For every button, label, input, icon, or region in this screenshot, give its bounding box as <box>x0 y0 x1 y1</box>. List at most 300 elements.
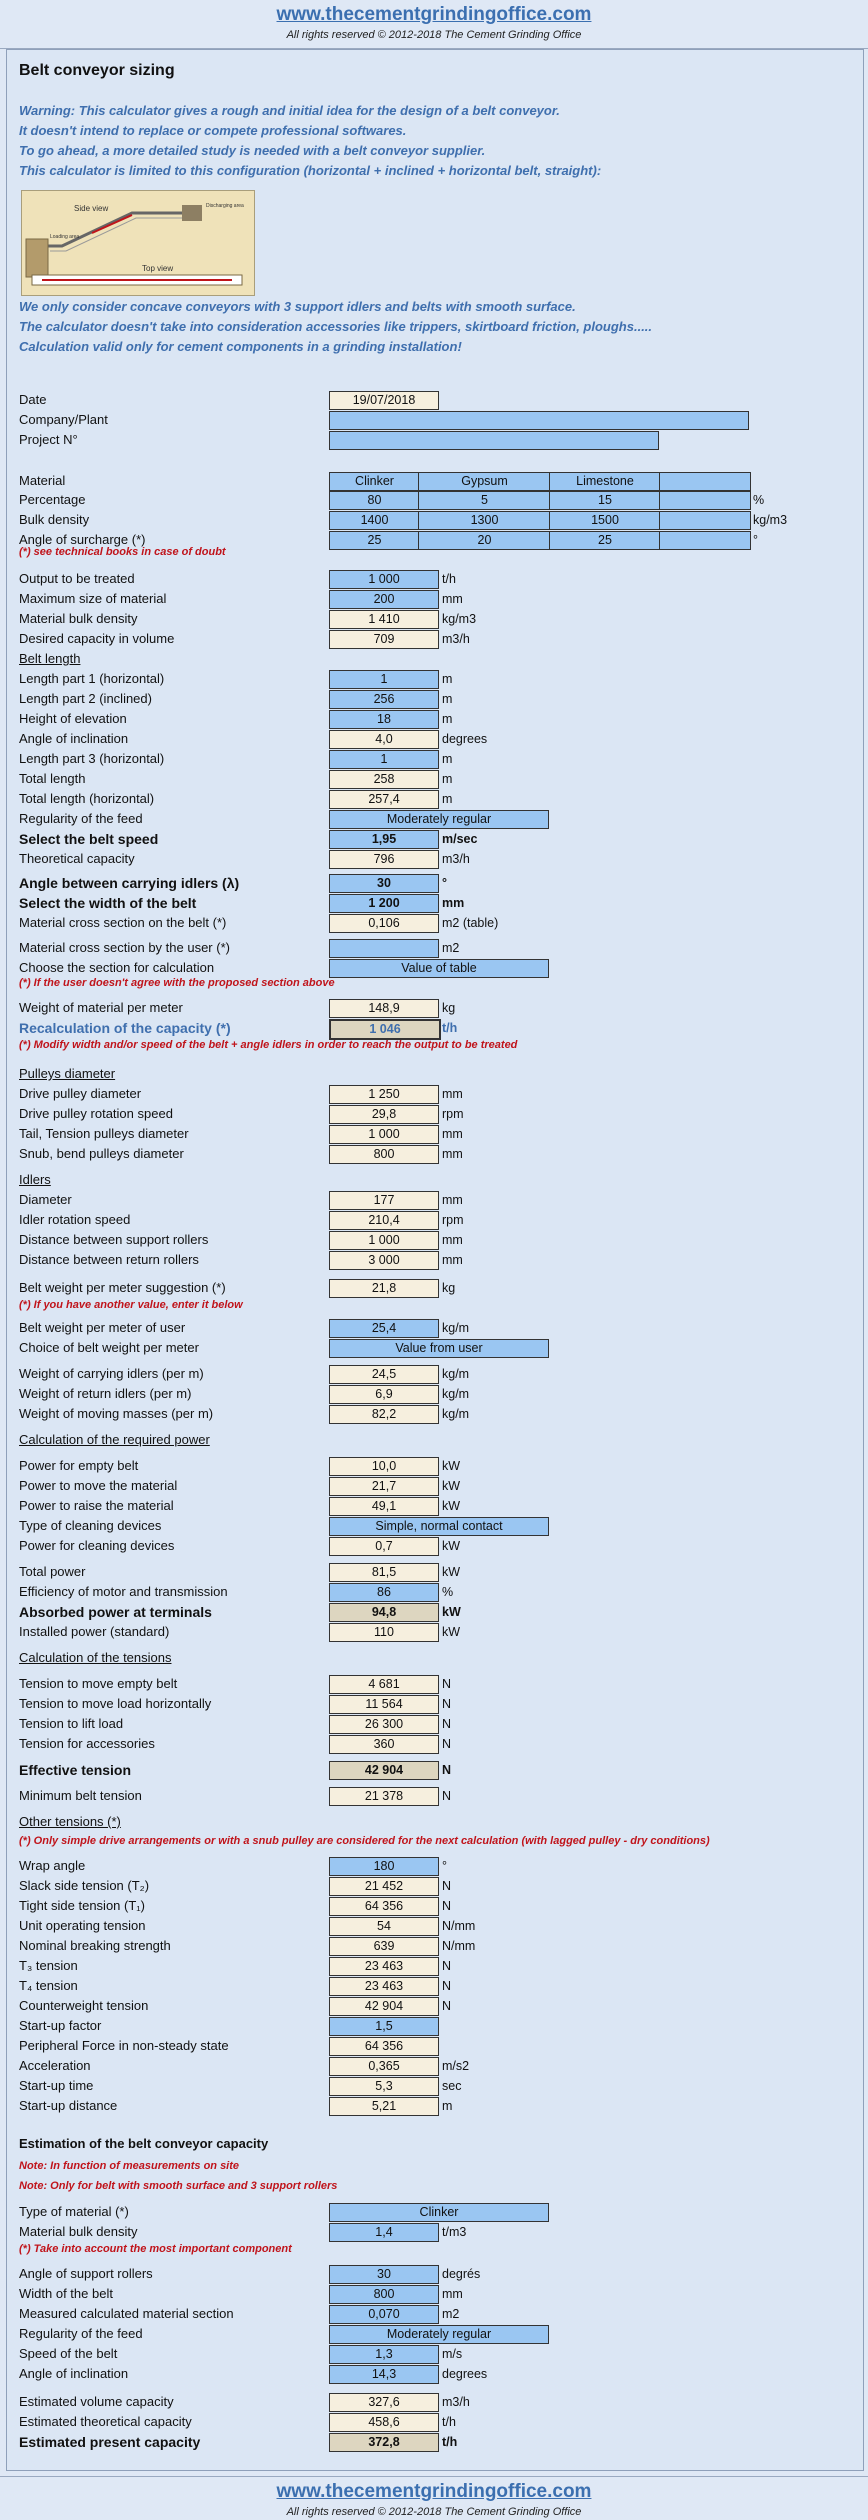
belt-length-5-row <box>19 750 859 768</box>
material-name-2[interactable]: Gypsum <box>418 472 551 491</box>
warning-text <box>19 101 601 181</box>
belt-speed-unit: m/sec <box>442 832 478 846</box>
pulley-2-value: 29,8 <box>329 1105 439 1124</box>
tension-3-value: 26 300 <box>329 1715 439 1734</box>
est-present-capacity-value: 372,8 <box>329 2433 439 2452</box>
material-name-4[interactable] <box>659 472 751 491</box>
installed-power-label: Installed power (standard) <box>19 1624 170 1639</box>
belt-width-unit: mm <box>442 896 465 910</box>
date-value: 19/07/2018 <box>329 391 439 410</box>
surcharge-label: Angle of surcharge (*) <box>19 532 146 547</box>
est-row2-1-value[interactable]: 1,3 <box>329 2345 439 2364</box>
other-1-row <box>19 1857 859 1875</box>
idler-3-unit: mm <box>442 1233 463 1247</box>
efficiency-unit: % <box>442 1585 454 1599</box>
belt-length-2-row <box>19 690 859 708</box>
other-7-value: 23 463 <box>329 1977 439 1996</box>
power-3-label: Power to raise the material <box>19 1498 174 1513</box>
belt-speed-value[interactable]: 1,95 <box>329 830 439 849</box>
assumption-line: The calculator doesn't take into consideration accessories like trippers, skirtboard friction, ploughs..... <box>19 319 653 334</box>
tension-2-label: Tension to move load horizontally <box>19 1696 212 1711</box>
bulk-density-2[interactable]: 1300 <box>418 511 551 530</box>
material-name-3[interactable]: Limestone <box>549 472 661 491</box>
est-result-2-label: Estimated theoretical capacity <box>19 2414 192 2429</box>
footer-rights-text: All rights reserved © 2012-2018 The Cement Grinding Office <box>286 2506 582 2518</box>
output-3-row <box>19 610 859 628</box>
tension-1-row <box>19 1675 859 1693</box>
weight-3-row <box>19 1405 859 1423</box>
est-row2-1-label: Speed of the belt <box>19 2346 118 2361</box>
other-tensions-title-row <box>19 1813 859 1831</box>
output-1-value[interactable]: 1 000 <box>329 570 439 589</box>
belt-length-7-row <box>19 790 859 808</box>
idler-2-label: Idler rotation speed <box>19 1212 131 1227</box>
project-number-row <box>19 431 859 449</box>
belt-weight-note: (*) If you have another value, enter it below <box>19 1299 243 1311</box>
est-row-2-unit: mm <box>442 2287 463 2301</box>
weight-3-value: 82,2 <box>329 1405 439 1424</box>
estimation-title-label: Estimation of the belt conveyor capacity <box>19 2136 269 2151</box>
pulley-2-unit: rpm <box>442 1107 464 1121</box>
theoretical-capacity-unit: m3/h <box>442 852 470 866</box>
other-8-label: Counterweight tension <box>19 1998 149 2013</box>
idler-1-value: 177 <box>329 1191 439 1210</box>
idlers-title-label: Idlers <box>19 1172 51 1187</box>
absorbed-power-value: 94,8 <box>329 1603 439 1622</box>
idler-1-unit: mm <box>442 1193 463 1207</box>
other-12-unit: sec <box>442 2079 462 2093</box>
est-result-2-row <box>19 2413 859 2431</box>
other-3-label: Tight side tension (T₁) <box>19 1898 146 1913</box>
conveyor-diagram-svg <box>22 191 254 295</box>
pulleys-title-label: Pulleys diameter <box>19 1066 116 1081</box>
other-3-row <box>19 1897 859 1915</box>
other-12-value: 5,3 <box>329 2077 439 2096</box>
weight-material-value: 148,9 <box>329 999 439 1018</box>
other-7-unit: N <box>442 1979 452 1993</box>
bulk-density-1[interactable]: 1400 <box>329 511 420 530</box>
other-7-row <box>19 1977 859 1995</box>
power-1-label: Power for empty belt <box>19 1458 139 1473</box>
idler-4-row <box>19 1251 859 1269</box>
conveyor-diagram <box>21 190 255 296</box>
est-row2-1-unit: m/s <box>442 2347 463 2361</box>
pulley-2-row <box>19 1105 859 1123</box>
min-tension-row <box>19 1787 859 1805</box>
other-6-value: 23 463 <box>329 1957 439 1976</box>
est-feed-row <box>19 2325 859 2343</box>
belt-length-5-value[interactable]: 1 <box>329 750 439 769</box>
other-2-value: 21 452 <box>329 1877 439 1896</box>
other-9-row <box>19 2017 859 2035</box>
belt-weight-user-label: Belt weight per meter of user <box>19 1320 186 1335</box>
est-row-2-value[interactable]: 800 <box>329 2285 439 2304</box>
power-1-value: 10,0 <box>329 1457 439 1476</box>
idler-4-unit: mm <box>442 1253 463 1267</box>
belt-length-1-value[interactable]: 1 <box>329 670 439 689</box>
other-11-value: 0,365 <box>329 2057 439 2076</box>
other-11-row <box>19 2057 859 2075</box>
weight-material-label: Weight of material per meter <box>19 1000 183 1015</box>
cross-section-table-row <box>19 914 859 932</box>
est-result-1-value: 327,6 <box>329 2393 439 2412</box>
idler-angle-value[interactable]: 30 <box>329 874 439 893</box>
other-tensions-note: (*) Only simple drive arrangements or with a snub pulley are considered for the next calculation (with lagged pulley - dry conditions) <box>19 1835 710 1847</box>
idler-2-row <box>19 1211 859 1229</box>
warning-line: Warning: This calculator gives a rough and initial idea for the design of a belt conveyor. <box>19 103 560 118</box>
output-4-label: Desired capacity in volume <box>19 631 175 646</box>
min-tension-value: 21 378 <box>329 1787 439 1806</box>
output-1-unit: t/h <box>442 572 456 586</box>
other-2-unit: N <box>442 1879 452 1893</box>
est-row-3-row <box>19 2305 859 2323</box>
cleaning-power-label: Power for cleaning devices <box>19 1538 175 1553</box>
project-number-input[interactable] <box>329 431 659 450</box>
belt-weight-suggestion-value: 21,8 <box>329 1279 439 1298</box>
belt-length-7-unit: m <box>442 792 453 806</box>
material-label: Material <box>19 473 66 488</box>
output-3-unit: kg/m3 <box>442 612 477 626</box>
total-power-unit: kW <box>442 1565 461 1579</box>
bulk-density-3[interactable]: 1500 <box>549 511 661 530</box>
bulk-density-unit: kg/m3 <box>753 513 788 527</box>
idler-3-label: Distance between support rollers <box>19 1232 209 1247</box>
pulley-4-value: 800 <box>329 1145 439 1164</box>
est-feed-select[interactable]: Moderately regular <box>329 2325 549 2344</box>
idler-4-value: 3 000 <box>329 1251 439 1270</box>
other-10-value: 64 356 <box>329 2037 439 2056</box>
project-number-label: Project N° <box>19 432 78 447</box>
tension-4-value: 360 <box>329 1735 439 1754</box>
assumption-line: Calculation valid only for cement components in a grinding installation! <box>19 339 462 354</box>
weight-3-unit: kg/m <box>442 1407 470 1421</box>
belt-speed-label: Select the belt speed <box>19 831 159 847</box>
percentage-4[interactable] <box>659 491 751 510</box>
installed-power-row <box>19 1623 859 1641</box>
surcharge-4[interactable] <box>659 531 751 550</box>
footer <box>0 2476 868 2520</box>
other-8-row <box>19 1997 859 2015</box>
other-1-label: Wrap angle <box>19 1858 86 1873</box>
output-3-label: Material bulk density <box>19 611 138 626</box>
est-feed-label: Regularity of the feed <box>19 2326 143 2341</box>
recalc-value: 1 046 <box>329 1019 441 1040</box>
est-row2-2-value[interactable]: 14,3 <box>329 2365 439 2384</box>
belt-length-2-label: Length part 2 (inclined) <box>19 691 152 706</box>
feed-regularity-label: Regularity of the feed <box>19 811 143 826</box>
warning-line: It doesn't intend to replace or compete professional softwares. <box>19 123 407 138</box>
other-2-label: Slack side tension (T₂) <box>19 1878 150 1893</box>
company-input[interactable] <box>329 411 749 430</box>
recalc-capacity-label: Recalculation of the capacity (*) <box>19 1020 231 1036</box>
total-power-value: 81,5 <box>329 1563 439 1582</box>
est-row2-2-row <box>19 2365 859 2383</box>
surcharge-3[interactable]: 25 <box>549 531 661 550</box>
est-row-1-value[interactable]: 30 <box>329 2265 439 2284</box>
section-choice-row <box>19 959 859 977</box>
cross-section-user-value[interactable] <box>329 939 439 958</box>
estimation-title-row <box>19 2135 859 2153</box>
idler-2-value: 210,4 <box>329 1211 439 1230</box>
warning-line: This calculator is limited to this configuration (horizontal + inclined + horizontal belt, straight): <box>19 163 602 178</box>
output-2-label: Maximum size of material <box>19 591 167 606</box>
pulley-1-row <box>19 1085 859 1103</box>
weight-1-label: Weight of carrying idlers (per m) <box>19 1366 204 1381</box>
output-2-value[interactable]: 200 <box>329 590 439 609</box>
pulley-2-label: Drive pulley rotation speed <box>19 1106 173 1121</box>
belt-weight-suggestion-row <box>19 1279 859 1297</box>
installed-power-unit: kW <box>442 1625 461 1639</box>
effective-tension-unit: N <box>442 1763 452 1777</box>
belt-length-4-value: 4,0 <box>329 730 439 749</box>
idler-3-value: 1 000 <box>329 1231 439 1250</box>
est-row-3-label: Measured calculated material section <box>19 2306 234 2321</box>
effective-tension-row <box>19 1761 859 1779</box>
rights-text: All rights reserved © 2012-2018 The Cement Grinding Office <box>286 29 582 41</box>
assumptions-text <box>19 297 652 357</box>
est-density-value[interactable]: 1,4 <box>329 2223 439 2242</box>
tension-1-unit: N <box>442 1677 452 1691</box>
discharging-area-label: Discharging area <box>206 203 244 209</box>
belt-weight-user-row <box>19 1319 859 1337</box>
company-row <box>19 411 859 429</box>
belt-length-5-unit: m <box>442 752 453 766</box>
cross-section-table-unit: m2 (table) <box>442 916 499 930</box>
output-2-row <box>19 590 859 608</box>
belt-length-7-label: Total length (horizontal) <box>19 791 155 806</box>
idler-4-label: Distance between return rollers <box>19 1252 199 1267</box>
percentage-2[interactable]: 5 <box>418 491 551 510</box>
other-1-value[interactable]: 180 <box>329 1857 439 1876</box>
belt-length-6-row <box>19 770 859 788</box>
other-3-value: 64 356 <box>329 1897 439 1916</box>
bulk-density-row <box>19 511 859 529</box>
other-4-value: 54 <box>329 1917 439 1936</box>
output-1-label: Output to be treated <box>19 571 135 586</box>
surcharge-1[interactable]: 25 <box>329 531 420 550</box>
belt-width-value[interactable]: 1 200 <box>329 894 439 913</box>
material-name-1[interactable]: Clinker <box>329 472 420 491</box>
calculator-sheet <box>6 49 864 2471</box>
est-material-type-row <box>19 2203 859 2221</box>
power-3-row <box>19 1497 859 1515</box>
cross-section-table-label: Material cross section on the belt (*) <box>19 915 227 930</box>
recalc-unit: t/h <box>442 1021 458 1035</box>
absorbed-power-unit: kW <box>442 1605 461 1619</box>
tension-2-row <box>19 1695 859 1713</box>
other-4-label: Unit operating tension <box>19 1918 146 1933</box>
percentage-1[interactable]: 80 <box>329 491 420 510</box>
other-11-unit: m/s2 <box>442 2059 470 2073</box>
other-10-row <box>19 2037 859 2055</box>
section-note: (*) If the user doesn't agree with the proposed section above <box>19 977 335 989</box>
other-5-label: Nominal breaking strength <box>19 1938 171 1953</box>
tension-1-value: 4 681 <box>329 1675 439 1694</box>
weight-3-label: Weight of moving masses (per m) <box>19 1406 214 1421</box>
surcharge-2[interactable]: 20 <box>418 531 551 550</box>
output-3-value: 1 410 <box>329 610 439 629</box>
estimation-note-2: Note: Only for belt with smooth surface and 3 support rollers <box>19 2180 338 2192</box>
pulley-3-unit: mm <box>442 1127 463 1141</box>
weight-1-unit: kg/m <box>442 1367 470 1381</box>
cleaning-type-row <box>19 1517 859 1535</box>
output-4-row <box>19 630 859 648</box>
est-row2-2-unit: degrees <box>442 2367 488 2381</box>
other-6-row <box>19 1957 859 1975</box>
belt-length-2-value[interactable]: 256 <box>329 690 439 709</box>
est-row-3-unit: m2 <box>442 2307 460 2321</box>
power-title-label: Calculation of the required power <box>19 1432 210 1447</box>
theoretical-capacity-value: 796 <box>329 850 439 869</box>
belt-length-3-value[interactable]: 18 <box>329 710 439 729</box>
belt-length-4-unit: degrees <box>442 732 488 746</box>
belt-length-2-unit: m <box>442 692 453 706</box>
est-material-type-select[interactable]: Clinker <box>329 2203 549 2222</box>
section-choice-label: Choose the section for calculation <box>19 960 215 975</box>
est-present-capacity-label: Estimated present capacity <box>19 2434 201 2450</box>
pulley-4-unit: mm <box>442 1147 463 1161</box>
footer-site-link[interactable]: www.thecementgrindingoffice.com <box>276 2481 592 2502</box>
idler-1-label: Diameter <box>19 1192 72 1207</box>
belt-weight-suggestion-label: Belt weight per meter suggestion (*) <box>19 1280 226 1295</box>
belt-length-7-value: 257,4 <box>329 790 439 809</box>
site-link[interactable]: www.thecementgrindingoffice.com <box>276 4 592 25</box>
warning-line: To go ahead, a more detailed study is needed with a belt conveyor supplier. <box>19 143 486 158</box>
min-tension-label: Minimum belt tension <box>19 1788 142 1803</box>
cleaning-type-select[interactable]: Simple, normal contact <box>329 1517 549 1536</box>
other-11-label: Acceleration <box>19 2058 91 2073</box>
bulk-density-4[interactable] <box>659 511 751 530</box>
tension-4-unit: N <box>442 1737 452 1751</box>
other-8-value: 42 904 <box>329 1997 439 2016</box>
theoretical-capacity-row <box>19 850 859 868</box>
power-2-value: 21,7 <box>329 1477 439 1496</box>
belt-weight-choice-row <box>19 1339 859 1357</box>
belt-length-5-label: Length part 3 (horizontal) <box>19 751 165 766</box>
weight-2-row <box>19 1385 859 1403</box>
weight-2-value: 6,9 <box>329 1385 439 1404</box>
belt-weight-suggestion-unit: kg <box>442 1281 456 1295</box>
pulley-4-row <box>19 1145 859 1163</box>
other-13-row <box>19 2097 859 2115</box>
power-2-label: Power to move the material <box>19 1478 178 1493</box>
other-10-label: Peripheral Force in non-steady state <box>19 2038 229 2053</box>
idler-3-row <box>19 1231 859 1249</box>
tension-3-unit: N <box>442 1717 452 1731</box>
other-4-unit: N/mm <box>442 1919 476 1933</box>
belt-length-1-row <box>19 670 859 688</box>
tension-3-label: Tension to lift load <box>19 1716 124 1731</box>
other-13-unit: m <box>442 2099 453 2113</box>
weight-material-unit: kg <box>442 1001 456 1015</box>
other-12-label: Start-up time <box>19 2078 94 2093</box>
efficiency-label: Efficiency of motor and transmission <box>19 1584 228 1599</box>
idler-2-unit: rpm <box>442 1213 464 1227</box>
surcharge-unit: ° <box>753 533 758 547</box>
belt-weight-choice-label: Choice of belt weight per meter <box>19 1340 199 1355</box>
output-2-unit: mm <box>442 592 463 606</box>
power-1-row <box>19 1457 859 1475</box>
other-13-label: Start-up distance <box>19 2098 118 2113</box>
belt-length-1-unit: m <box>442 672 453 686</box>
feed-regularity-select[interactable]: Moderately regular <box>329 810 549 829</box>
pulley-4-label: Snub, bend pulleys diameter <box>19 1146 184 1161</box>
idlers-title-row <box>19 1171 859 1189</box>
theoretical-capacity-label: Theoretical capacity <box>19 851 135 866</box>
cleaning-power-row <box>19 1537 859 1555</box>
surcharge-note: (*) see technical books in case of doubt <box>19 546 226 558</box>
section-choice-select[interactable]: Value of table <box>329 959 549 978</box>
est-row-1-label: Angle of support rollers <box>19 2266 153 2281</box>
side-view-label: Side view <box>74 204 109 213</box>
effective-tension-value: 42 904 <box>329 1761 439 1780</box>
min-tension-unit: N <box>442 1789 452 1803</box>
top-view-label: Top view <box>142 264 174 273</box>
power-3-unit: kW <box>442 1499 461 1513</box>
est-result-1-row <box>19 2393 859 2411</box>
belt-length-3-unit: m <box>442 712 453 726</box>
belt-weight-user-unit: kg/m <box>442 1321 470 1335</box>
pulley-1-label: Drive pulley diameter <box>19 1086 142 1101</box>
idler-angle-row <box>19 874 859 892</box>
belt-width-label: Select the width of the belt <box>19 895 197 911</box>
weight-1-value: 24,5 <box>329 1365 439 1384</box>
est-row2-2-label: Angle of inclination <box>19 2366 129 2381</box>
est-result-1-label: Estimated volume capacity <box>19 2394 174 2409</box>
idler-angle-label: Angle between carrying idlers (λ) <box>19 875 240 891</box>
date-label: Date <box>19 392 47 407</box>
other-9-label: Start-up factor <box>19 2018 102 2033</box>
belt-length-4-row <box>19 730 859 748</box>
belt-width-row <box>19 894 859 912</box>
belt-length-title-label: Belt length <box>19 651 81 666</box>
other-9-value[interactable]: 1,5 <box>329 2017 439 2036</box>
recalc-note: (*) Modify width and/or speed of the belt + angle idlers in order to reach the output to be treated <box>19 1039 518 1051</box>
company-label: Company/Plant <box>19 412 108 427</box>
belt-weight-user-value[interactable]: 25,4 <box>329 1319 439 1338</box>
pulley-3-label: Tail, Tension pulleys diameter <box>19 1126 189 1141</box>
percentage-3[interactable]: 15 <box>549 491 661 510</box>
est-material-type-label: Type of material (*) <box>19 2204 129 2219</box>
power-2-row <box>19 1477 859 1495</box>
est-row2-1-row <box>19 2345 859 2363</box>
belt-length-6-value: 258 <box>329 770 439 789</box>
belt-weight-choice-select[interactable]: Value from user <box>329 1339 549 1358</box>
est-density-row <box>19 2223 859 2241</box>
belt-length-4-label: Angle of inclination <box>19 731 129 746</box>
est-row-3-value[interactable]: 0,070 <box>329 2305 439 2324</box>
idler-angle-unit: ° <box>442 876 447 890</box>
belt-length-1-label: Length part 1 (horizontal) <box>19 671 165 686</box>
efficiency-row <box>19 1583 859 1601</box>
power-3-value: 49,1 <box>329 1497 439 1516</box>
other-6-unit: N <box>442 1959 452 1973</box>
percentage-unit: % <box>753 493 765 507</box>
est-row-2-row <box>19 2285 859 2303</box>
est-row-1-row <box>19 2265 859 2283</box>
efficiency-value[interactable]: 86 <box>329 1583 439 1602</box>
weight-1-row <box>19 1365 859 1383</box>
est-row-1-unit: degrés <box>442 2267 481 2281</box>
recalc-capacity-row <box>19 1019 859 1037</box>
idler-1-row <box>19 1191 859 1209</box>
est-row-2-label: Width of the belt <box>19 2286 113 2301</box>
pulleys-title-row <box>19 1065 859 1083</box>
pulley-3-row <box>19 1125 859 1143</box>
cleaning-type-label: Type of cleaning devices <box>19 1518 162 1533</box>
material-row <box>19 472 859 490</box>
output-4-value: 709 <box>329 630 439 649</box>
